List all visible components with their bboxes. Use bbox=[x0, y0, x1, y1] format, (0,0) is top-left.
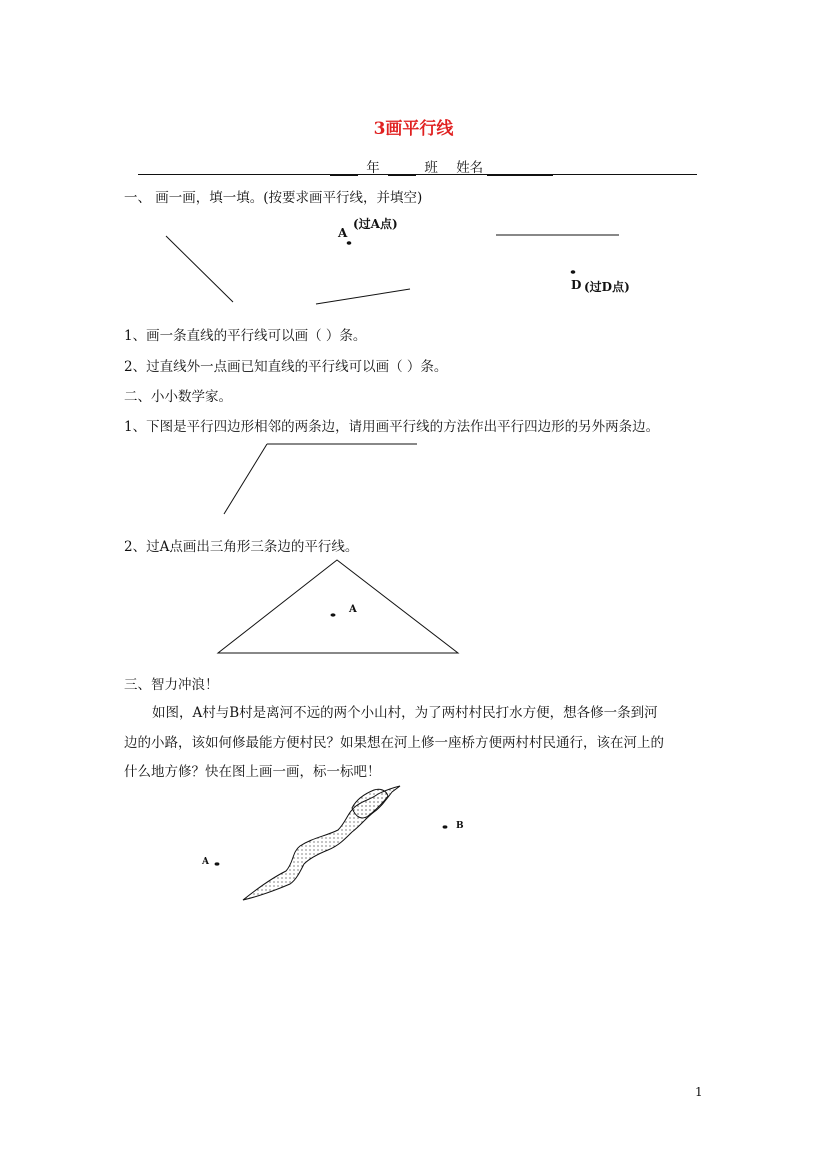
triangle-point-a-label: A bbox=[349, 604, 357, 615]
point-d-note: (过D点) bbox=[584, 280, 630, 294]
page-number: 1 bbox=[695, 1085, 703, 1099]
section1-q1: 1、画一条直线的平行线可以画（ ）条。 bbox=[124, 328, 367, 344]
point-a-note: (过A点) bbox=[353, 217, 398, 231]
year-label: 年 bbox=[366, 160, 380, 176]
page-title: 3画平行线 bbox=[373, 119, 454, 139]
section3-para-line3: 什么地方修？快在图上画一画，标一标吧！ bbox=[124, 764, 381, 780]
point-a-label: A bbox=[338, 226, 348, 240]
section3-heading: 三、智力冲浪！ bbox=[124, 677, 219, 693]
section3-para-line1: 如图，A村与B村是离河不远的两个小山村，为了两村村民打水方便，想各修一条到河 bbox=[152, 705, 658, 721]
village-a-label: A bbox=[202, 857, 209, 867]
section2-heading: 二、小小数学家。 bbox=[124, 389, 232, 405]
name-label: 姓名 bbox=[456, 160, 484, 176]
section1-q2: 2、过直线外一点画已知直线的平行线可以画（ ）条。 bbox=[124, 359, 448, 375]
section3-para-line2: 边的小路，该如何修最能方便村民？如果想在河上修一座桥方便两村村民通行，该在河上的 bbox=[124, 735, 664, 751]
class-label: 班 bbox=[424, 160, 438, 176]
section2-q2: 2、过A点画出三角形三条边的平行线。 bbox=[124, 539, 359, 555]
village-a-dot bbox=[215, 862, 220, 865]
section2-q1: 1、下图是平行四边形相邻的两条边，请用画平行线的方法作出平行四边形的另外两条边。 bbox=[124, 419, 660, 435]
village-b-dot bbox=[443, 825, 448, 828]
village-b-label: B bbox=[456, 821, 464, 831]
section1-heading: 一、 画一画，填一填。(按要求画平行线，并填空) bbox=[124, 190, 423, 206]
point-d-label: D bbox=[571, 278, 582, 292]
